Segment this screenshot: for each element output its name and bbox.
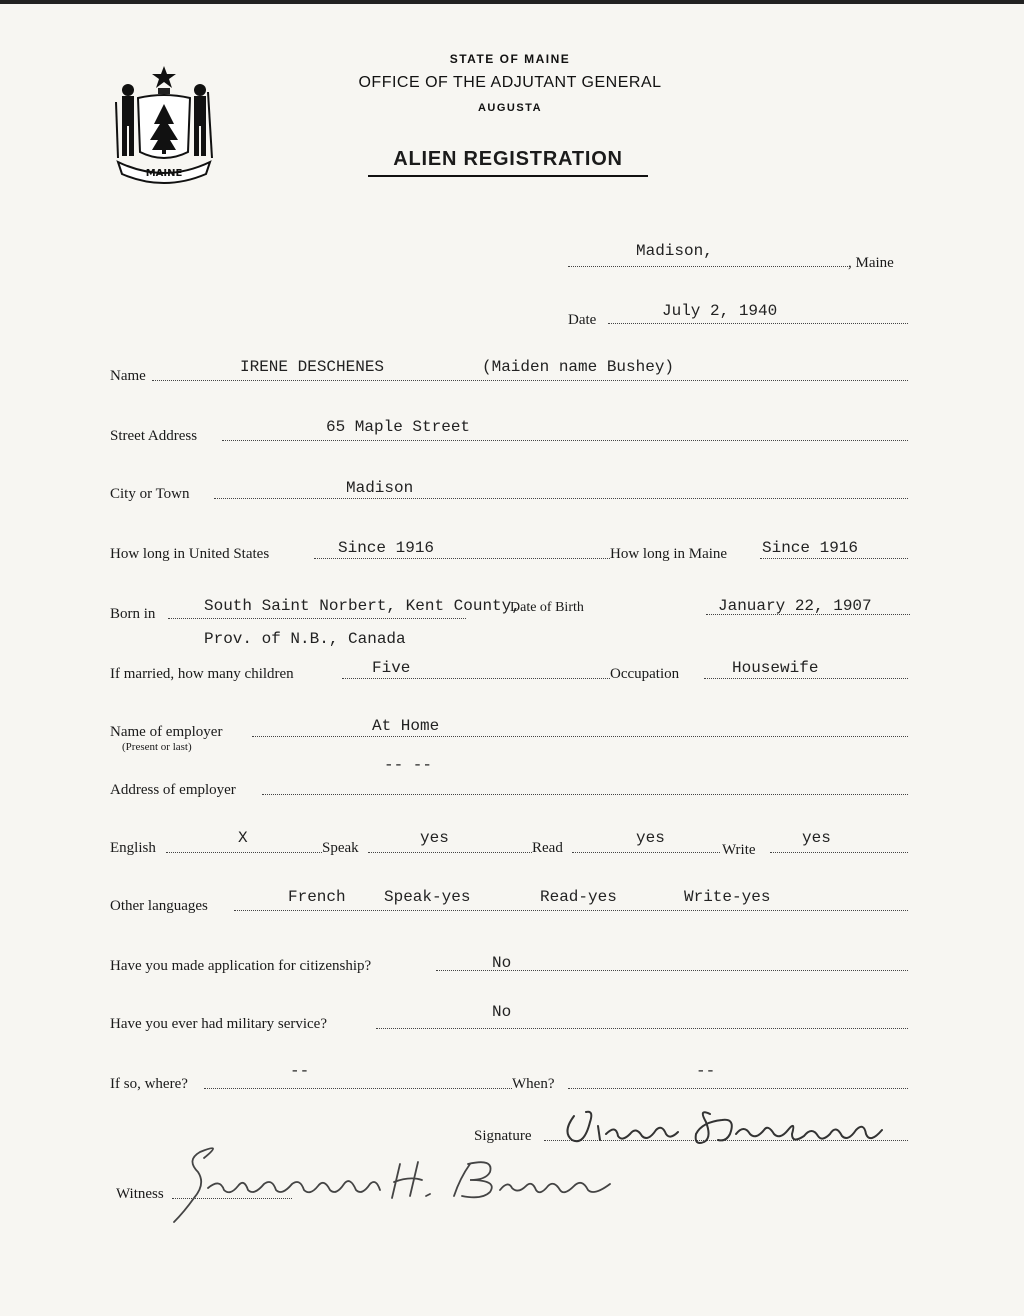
other-languages-label: Other languages [110,898,208,914]
born-in-label: Born in [110,606,156,622]
when-line [568,1088,908,1089]
born-in-line [168,618,466,619]
other-languages-line [234,910,908,911]
employer-address-label: Address of employer [110,782,236,798]
header-office: OFFICE OF THE ADJUTANT GENERAL [358,74,662,91]
when-value: -- [696,1062,716,1080]
speak-value: yes [420,829,449,847]
english-value: X [238,829,248,847]
date-value: July 2, 1940 [662,302,778,320]
occupation-value: Housewife [732,659,819,677]
city-value: Madison [346,479,414,497]
city-label: City or Town [110,486,190,502]
title-underline [368,175,648,177]
speak-label: Speak [322,840,359,856]
write-line [770,852,908,853]
when-label: When? [512,1076,555,1092]
write-value: yes [802,829,831,847]
name-value: IRENE DESCHENES [240,358,385,376]
how-long-maine-line [760,558,908,559]
born-in-value-line2: Prov. of N.B., Canada [204,630,406,648]
born-in-value: South Saint Norbert, Kent County, [204,597,521,615]
employer-address-line [262,794,908,795]
street-address-label: Street Address [110,428,198,444]
where-line [204,1088,512,1089]
read-line [572,852,720,853]
employer-name-line [252,736,908,737]
how-long-maine-value: Since 1916 [762,539,859,557]
town-line [568,266,848,267]
form-title: ALIEN REGISTRATION [393,148,623,170]
children-line [342,678,610,679]
name-label: Name [110,368,146,384]
occupation-line [704,678,908,679]
employer-name-label: Name of employer [110,724,223,740]
how-long-maine-label: How long in Maine [610,546,728,562]
citizenship-value: No [492,954,512,972]
city-line [214,498,908,499]
maine-label: , Maine [848,255,894,271]
military-line [376,1028,908,1029]
other-write-value: Write-yes [684,888,771,906]
header-city: AUGUSTA [477,102,543,114]
read-value: yes [636,829,665,847]
employer-name-note: (Present or last) [122,741,192,753]
town-value: Madison, [636,242,713,260]
employer-name-value: At Home [372,717,440,735]
how-long-us-label: How long in United States [110,546,270,562]
street-address-value: 65 Maple Street [326,418,471,436]
read-label: Read [532,840,563,856]
other-language-value: French [288,888,346,906]
how-long-us-value: Since 1916 [338,539,435,557]
witness-line [172,1198,292,1199]
svg-text:MAINE: MAINE [145,168,183,179]
street-address-line [222,440,908,441]
signature-label: Signature [474,1128,532,1144]
header-state: STATE OF MAINE [449,52,571,66]
occupation-label: Occupation [610,666,680,682]
military-value: No [492,1003,512,1021]
english-label: English [110,840,156,856]
employer-address-value: -- -- [384,756,433,774]
military-label: Have you ever had military service? [110,1016,327,1032]
name-line [152,380,908,381]
witness-signature [164,1138,634,1228]
children-label: If married, how many children [110,666,294,682]
children-value: Five [372,659,411,677]
speak-line [368,852,532,853]
date-of-birth-label: Date of Birth [510,600,584,615]
citizenship-label: Have you made application for citizenship? [110,958,372,974]
english-line [166,852,322,853]
other-read-value: Read-yes [540,888,617,906]
where-value: -- [290,1062,310,1080]
write-label: Write [722,842,756,858]
where-label: If so, where? [110,1076,188,1092]
date-of-birth-value: January 22, 1907 [718,597,872,615]
scan-top-edge [0,0,1024,4]
date-line [608,323,908,324]
state-seal-icon [108,62,220,190]
how-long-us-line [314,558,610,559]
maiden-name-value: (Maiden name Bushey) [482,358,675,376]
witness-label: Witness [116,1186,164,1202]
other-speak-value: Speak-yes [384,888,471,906]
date-label: Date [568,312,597,328]
